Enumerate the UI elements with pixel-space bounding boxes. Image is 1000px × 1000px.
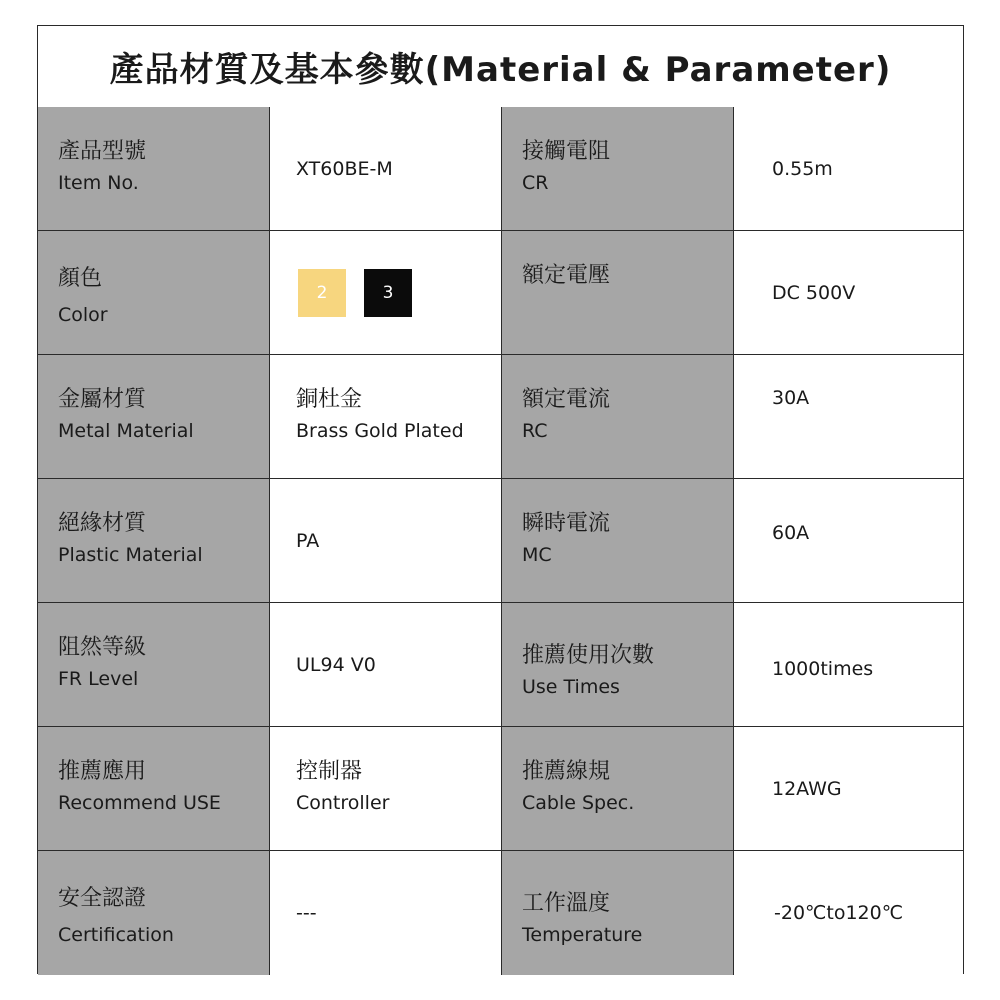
label-zh: 阻然等級 [58, 635, 147, 660]
value-en: Brass Gold Plated [296, 420, 464, 442]
label-zh: 額定電壓 [522, 263, 611, 288]
label-zh: 瞬時電流 [522, 511, 611, 536]
label-cell-fr-level [38, 603, 270, 726]
label-en: FR Level [58, 668, 139, 690]
value-cell-cr [734, 107, 963, 230]
label-en: MC [522, 544, 552, 566]
value-text: 30A [772, 387, 810, 410]
label-cell-metal-material [38, 355, 270, 478]
value-cell-color [270, 231, 502, 354]
value-cell-certification [270, 851, 502, 975]
parameter-sheet [37, 25, 964, 974]
value-cell-cable-spec [734, 727, 963, 850]
value-text: PA [296, 529, 320, 552]
color-swatch-gold: 2 [298, 269, 346, 317]
value-cell-momentary-current [734, 479, 963, 602]
table-row [38, 479, 963, 603]
value-cell-use-times [734, 603, 963, 726]
value-text: 12AWG [772, 777, 842, 800]
value-text: DC 500V [772, 281, 856, 304]
label-en: Plastic Material [58, 544, 203, 566]
value-text: 0.55m [772, 157, 833, 180]
value-cell-recommend-use [270, 727, 502, 850]
label-en: Item No. [58, 172, 139, 194]
value-cell-rated-voltage [734, 231, 963, 354]
label-en: Temperature [522, 924, 643, 946]
label-en: Use Times [522, 676, 620, 698]
label-en: Recommend USE [58, 792, 221, 814]
value-text: UL94 V0 [296, 653, 376, 676]
value-zh: 控制器 [296, 759, 363, 784]
label-en: Color [58, 304, 108, 326]
value-en: Controller [296, 792, 390, 814]
value-cell-temperature [734, 851, 963, 975]
parameter-table [38, 107, 963, 973]
label-zh: 顏色 [58, 266, 103, 291]
value-text: 60A [772, 522, 810, 545]
label-en: Metal Material [58, 420, 194, 442]
table-row [38, 231, 963, 355]
label-zh: 工作溫度 [522, 891, 611, 916]
label-cell-use-times [502, 603, 734, 726]
label-cell-rated-current [502, 355, 734, 478]
label-zh: 安全認證 [58, 886, 147, 911]
value-cell-fr-level [270, 603, 502, 726]
color-swatches [298, 231, 412, 354]
label-cell-temperature [502, 851, 734, 975]
table-row [38, 603, 963, 727]
label-zh: 絕緣材質 [58, 511, 147, 536]
table-row [38, 107, 963, 231]
label-zh: 金屬材質 [58, 387, 147, 412]
value-zh: 銅杜金 [296, 387, 363, 412]
label-cell-recommend-use [38, 727, 270, 850]
label-cell-cable-spec [502, 727, 734, 850]
value-cell-rated-current [734, 355, 963, 478]
label-zh: 產品型號 [58, 139, 147, 164]
label-zh: 推薦使用次數 [522, 643, 655, 668]
sheet-title: 產品材質及基本參數(Material & Parameter) [38, 26, 963, 108]
label-cell-color [38, 231, 270, 354]
value-text: 1000times [772, 657, 874, 680]
label-zh: 推薦線規 [522, 759, 611, 784]
color-swatch-black: 3 [364, 269, 412, 317]
table-row [38, 727, 963, 851]
label-en: RC [522, 420, 548, 442]
value-text: XT60BE-M [296, 157, 393, 180]
value-text: --- [296, 902, 317, 924]
label-en: CR [522, 172, 549, 194]
value-cell-plastic-material [270, 479, 502, 602]
label-cell-item-no [38, 107, 270, 230]
label-cell-momentary-current [502, 479, 734, 602]
label-en: Certification [58, 924, 174, 946]
label-zh: 接觸電阻 [522, 139, 611, 164]
table-row [38, 851, 963, 975]
value-cell-item-no [270, 107, 502, 230]
table-row [38, 355, 963, 479]
label-zh: 額定電流 [522, 387, 611, 412]
label-cell-plastic-material [38, 479, 270, 602]
label-cell-rated-voltage [502, 231, 734, 354]
label-zh: 推薦應用 [58, 759, 147, 784]
label-en: Cable Spec. [522, 792, 635, 814]
label-cell-certification [38, 851, 270, 975]
value-cell-metal-material [270, 355, 502, 478]
value-text: -20℃to120℃ [774, 902, 904, 924]
label-cell-cr [502, 107, 734, 230]
